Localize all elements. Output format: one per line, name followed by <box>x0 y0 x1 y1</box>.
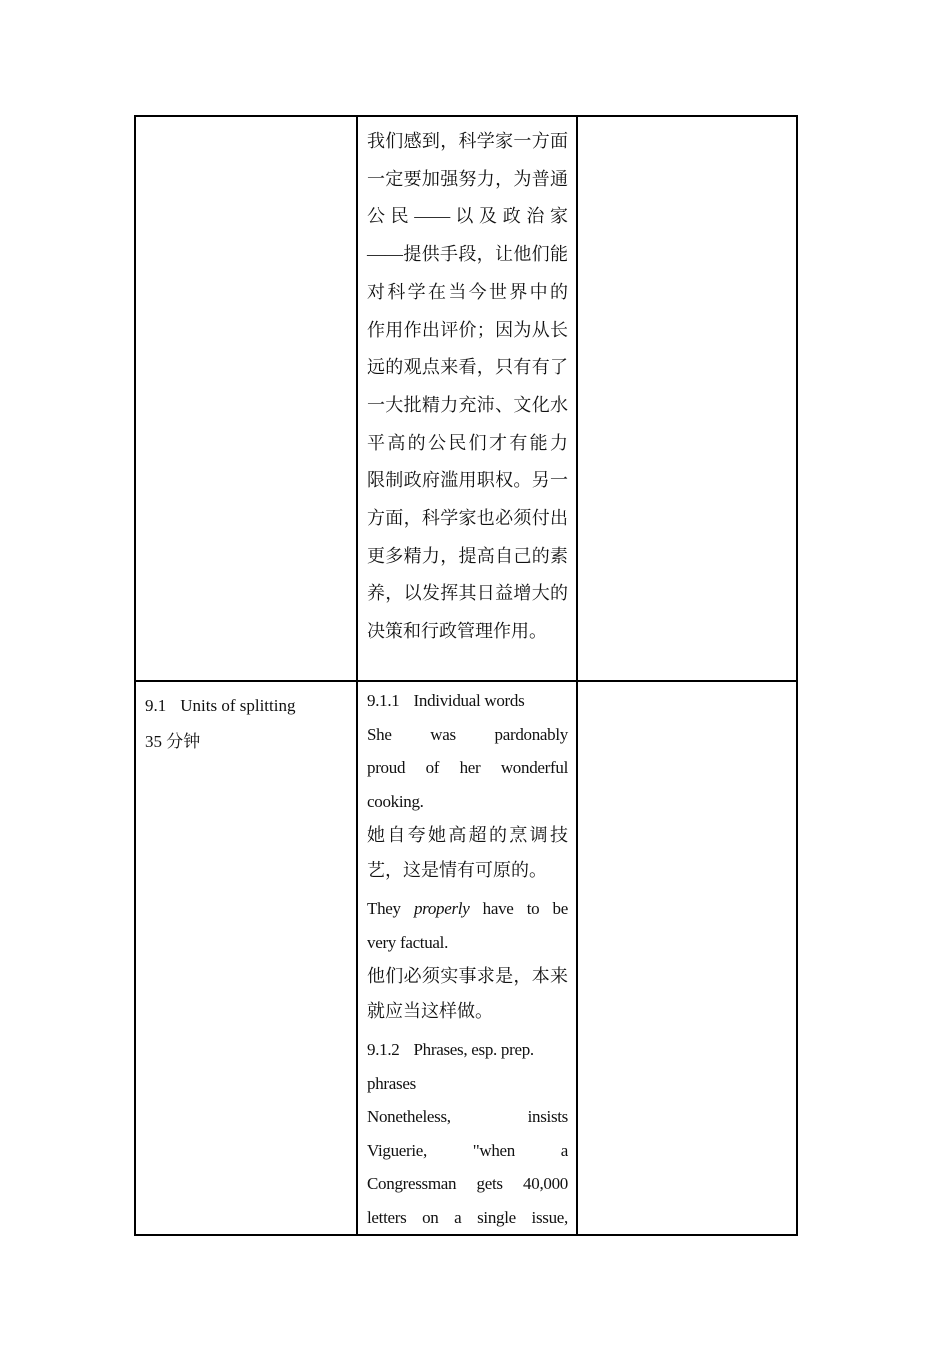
example-line: She was pardonably <box>367 724 568 744</box>
translation-line: 他们必须实事求是，本来 <box>367 966 568 986</box>
text-line: 我们感到，科学家一方面 <box>367 131 568 151</box>
content-table <box>134 115 798 1236</box>
example-text: have to be <box>469 899 569 918</box>
subsection-number: 9.1.1 <box>367 691 400 710</box>
subsection-number: 9.1.2 <box>367 1040 400 1059</box>
example-line: Viguerie, "when a <box>367 1140 568 1160</box>
text-line: 平高的公民们才有能力 <box>367 432 568 453</box>
subsection-title: Individual words <box>413 691 525 710</box>
text-line: 一大批精力充沛、文化水 <box>367 394 568 415</box>
text-line: 更多精力，提高自己的素 <box>367 545 568 566</box>
example-line: very factual. <box>367 932 449 952</box>
example-line <box>367 892 568 926</box>
text-line: ——提供手段，让他们能 <box>367 244 568 265</box>
text-line: 决策和行政管理作用。 <box>367 621 547 642</box>
text-line: 对科学在当今世界中的 <box>367 281 568 302</box>
subsection-heading <box>367 1033 568 1067</box>
example-line: cooking. <box>367 791 424 811</box>
left-cell <box>135 116 357 681</box>
subsection-heading <box>367 684 568 718</box>
example-line: Congressman gets 40,000 <box>367 1174 568 1193</box>
table-row <box>135 681 797 1235</box>
section-title: Units of splitting <box>180 696 296 715</box>
translation-line: 她自夸她高超的烹调技 <box>367 825 568 845</box>
section-number: 9.1 <box>145 696 167 715</box>
example-text: They <box>367 899 414 918</box>
text-line: 养，以发挥其日益增大的 <box>367 583 568 604</box>
text-line: 限制政府滥用职权。另一 <box>367 470 568 491</box>
text-line: 公 民 —— 以 及 政 治 家 <box>367 206 568 227</box>
section-heading <box>145 688 348 724</box>
example-line: proud of her wonderful <box>367 758 568 777</box>
left-cell <box>135 681 357 1235</box>
subsection-title-cont: phrases <box>367 1073 416 1093</box>
italic-word: properly <box>413 899 470 918</box>
table-row <box>135 116 797 681</box>
example-line: Nonetheless, insists <box>367 1107 568 1126</box>
text-line: 方面，科学家也必须付出 <box>367 508 568 529</box>
right-cell <box>577 116 797 681</box>
right-cell <box>577 681 797 1235</box>
middle-cell <box>357 116 577 681</box>
text-line: 作用作出评价；因为从长 <box>367 319 568 340</box>
chinese-paragraph <box>358 117 576 651</box>
subsection-title: Phrases, esp. prep. <box>413 1040 534 1059</box>
text-line: 一定要加强努力，为普通 <box>367 168 568 189</box>
translation-line: 就应当这样做。 <box>367 1001 493 1021</box>
examples-block <box>358 682 576 1234</box>
example-line: letters on a single issue, <box>367 1207 568 1227</box>
text-line: 远的观点来看，只有有了 <box>367 357 568 378</box>
translation-line: 艺，这是情有可原的。 <box>367 860 547 880</box>
middle-cell <box>357 681 577 1235</box>
duration: 35 分钟 <box>145 732 201 751</box>
